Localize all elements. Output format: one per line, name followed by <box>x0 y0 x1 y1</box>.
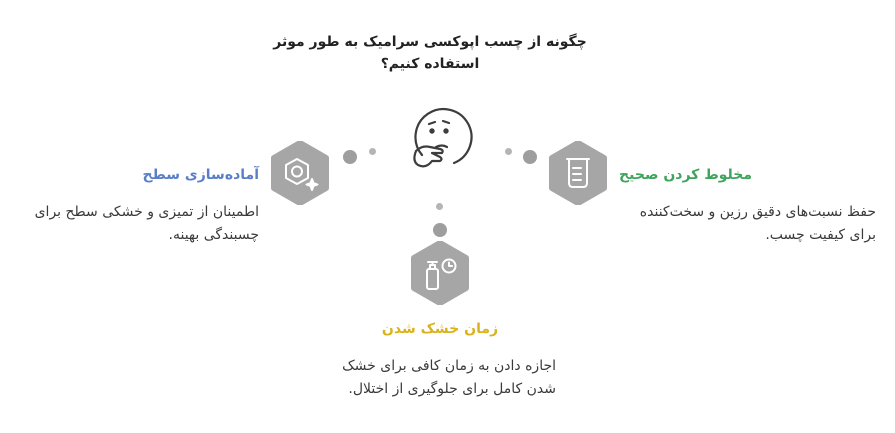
title-line-2: استفاده کنیم؟ <box>380 56 480 72</box>
connector-dot-right-big <box>523 150 537 164</box>
proper-mixing-description-line-1: حفظ نسبت‌های دقیق رزین و سخت‌کننده <box>639 204 876 220</box>
drying-time-hexagon <box>408 241 472 305</box>
connector-dot-left-small <box>369 148 376 155</box>
connector-dot-left-big <box>343 150 357 164</box>
surface-prep-hexagon <box>268 141 332 205</box>
thinking-face-icon <box>402 103 474 175</box>
drying-time-heading: زمان خشک شدن <box>381 321 499 337</box>
proper-mixing-description-line-2: برای کیفیت چسب. <box>765 227 876 243</box>
drying-time-description-line-2: شدن کامل برای جلوگیری از اختلال. <box>348 381 556 397</box>
diagram-title <box>250 31 610 75</box>
proper-mixing-heading: مخلوط کردن صحیح <box>619 167 752 183</box>
proper-mixing-hexagon <box>546 141 610 205</box>
surface-prep-description-line-1: اطمینان از تمیزی و خشکی سطح برای <box>34 204 259 220</box>
title-line-1: چگونه از چسب اپوکسی سرامیک به طور موثر <box>273 34 587 50</box>
surface-prep-heading: آماده‌سازی سطح <box>142 167 259 183</box>
surface-prep-description-line-2: چسبندگی بهینه. <box>168 227 259 243</box>
proper-mixing-description <box>616 201 876 247</box>
connector-dot-right-small <box>505 148 512 155</box>
drying-time-description <box>296 355 556 401</box>
connector-dot-bottom-big <box>433 223 447 237</box>
connector-dot-bottom-small <box>436 203 443 210</box>
surface-prep-description <box>0 201 259 247</box>
drying-time-description-line-1: اجازه دادن به زمان کافی برای خشک <box>342 358 556 374</box>
